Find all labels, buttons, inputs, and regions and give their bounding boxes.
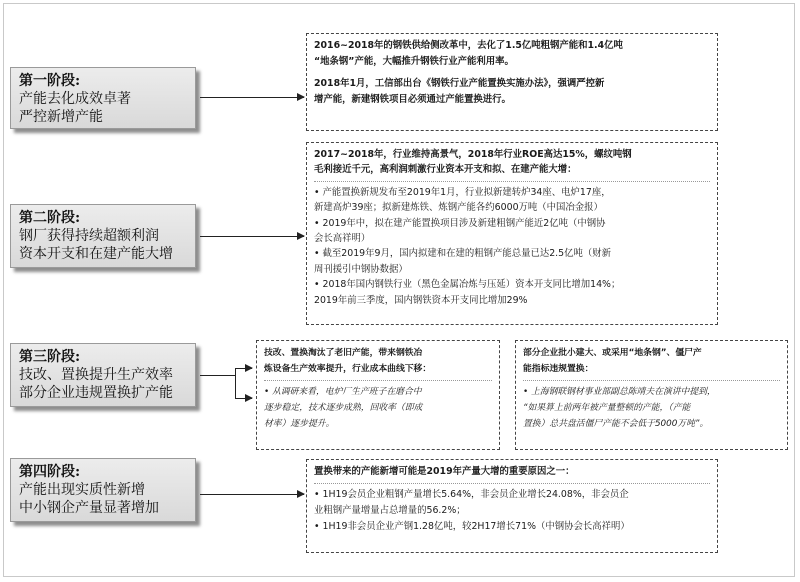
stage-1-box <box>10 67 196 129</box>
box4-separator <box>523 380 780 381</box>
box2-item-3-line-2: 周刊援引中钢协数据） <box>314 263 408 275</box>
stage-3-violation-box <box>515 340 788 450</box>
box4-head-line-2: 能指标违规置换： <box>523 364 594 374</box>
stage-3-line-1: 技改、置换提升生产效率 <box>19 367 173 383</box>
box1-p1-line-2: “地条钢”产能，大幅推升钢铁行业产能利用率。 <box>314 56 514 67</box>
stage-3-efficiency-box <box>256 340 500 450</box>
stage-1-line-2: 严控新增产能 <box>19 109 103 125</box>
box2-item-2-line-1: • 2019年中，拟在建产能置换项目涉及新建粗钢产能近2亿吨（中钢协 <box>314 217 606 229</box>
stage-1-detail-box <box>306 33 718 131</box>
stage-1-line-1: 产能去化成效卓著 <box>19 91 131 107</box>
stage-2-line-2: 资本开支和在建产能大增 <box>19 246 173 262</box>
box2-item-4-line-2: 2019年前三季度，国内钢铁资本开支同比增加29% <box>314 294 528 306</box>
box2-item-2-line-2: 会长高祥明） <box>314 233 371 245</box>
arrow-stage-3-upper <box>235 368 252 369</box>
box3-note-line-2: 逐步稳定，技术逐步成熟，回收率（即成 <box>264 403 423 413</box>
box3-note-line-1: • 从调研来看，电炉厂生产班子在磨合中 <box>264 387 422 397</box>
box5-item-1-line-2: 业粗钢产量增量占总增量的56.2%； <box>314 505 466 516</box>
arrow-stage-3-lower <box>235 398 252 399</box>
stage-4-title: 第四阶段: <box>19 464 81 480</box>
arrow-stage-3-branch <box>235 368 236 398</box>
box2-item-1-line-1: • 产能置换新规发布至2019年1月，行业拟新建转炉34座、电炉17座， <box>314 186 611 198</box>
stage-2-detail-box <box>306 142 718 325</box>
box2-separator <box>314 181 710 182</box>
arrow-stage-4 <box>200 494 304 495</box>
stage-3-title: 第三阶段: <box>19 349 81 365</box>
box2-item-4-line-1: • 2018年国内钢铁行业（黑色金属冶炼与压延）资本开支同比增加14%； <box>314 279 621 291</box>
stage-4-line-1: 产能出现实质性新增 <box>19 482 145 498</box>
box4-note-line-3: 置换）总共盘活僵尸产能不会低于5000万吨”。 <box>523 419 709 429</box>
stage-3-line-2: 部分企业违规置换扩产能 <box>19 385 173 401</box>
box3-note-line-3: 材率）逐步提升。 <box>264 419 335 429</box>
box2-item-1-line-2: 新建高炉39座；拟新建炼铁、炼钢产能各约6000万吨（中国冶金报） <box>314 202 603 214</box>
stage-2-title: 第二阶段: <box>19 210 81 226</box>
arrow-stage-1 <box>200 97 304 98</box>
arrow-stage-3-stem <box>200 375 235 376</box>
box1-p2-line-1: 2018年1月，工信部出台《钢铁行业产能置换实施办法》，强调严控新 <box>314 78 605 89</box>
box3-separator <box>264 380 492 381</box>
box4-note-line-1: • 上海钢联钢材事业部副总陈靖夫在演讲中提到， <box>523 387 716 397</box>
box5-item-2-line-1: • 1H19非会员企业产钢1.28亿吨，较2H17增长71%（中钢协会长高祥明） <box>314 521 630 532</box>
stage-3-box <box>10 343 196 407</box>
stage-4-box <box>10 458 196 522</box>
box3-head-line-2: 炼设备生产效率提升，行业成本曲线下移： <box>264 364 432 374</box>
box5-separator <box>314 483 710 484</box>
box1-p2-line-2: 增产能，新建钢铁项目必须通过产能置换进行。 <box>314 94 511 105</box>
box2-head-line-1: 2017~2018年，行业维持高景气，2018年行业ROE高达15%，螺纹吨钢 <box>314 149 632 160</box>
box4-note-line-2: “如果算上前两年被产量整顿的产能，（产能 <box>523 403 691 413</box>
box5-item-1-line-1: • 1H19会员企业粗钢产量增长5.64%，非会员企业增长24.08%，非会员企 <box>314 489 629 500</box>
box3-head-line-1: 技改、置换淘汰了老旧产能，带来钢铁冶 <box>264 348 423 358</box>
stage-1-title: 第一阶段: <box>19 73 81 89</box>
box5-head: 置换带来的产能新增可能是2019年产量大增的重要原因之一： <box>314 466 575 477</box>
box4-head-line-1: 部分企业批小建大、或采用“地条钢”、僵尸产 <box>523 348 702 358</box>
arrow-stage-2 <box>200 236 304 237</box>
stage-2-line-1: 钢厂获得持续超额利润 <box>19 228 159 244</box>
stage-2-box <box>10 204 196 268</box>
stage-4-detail-box <box>306 459 718 553</box>
box2-item-3-line-1: • 截至2019年9月，国内拟建和在建的粗钢产能总量已达2.5亿吨（财新 <box>314 248 611 260</box>
stage-4-line-2: 中小钢企产量显著增加 <box>19 500 159 516</box>
box2-head-line-2: 毛利接近千元，高利润刺激行业资本开支和拟、在建产能大增： <box>314 164 577 176</box>
box1-p1-line-1: 2016~2018年的钢铁供给侧改革中，去化了1.5亿吨粗钢产能和1.4亿吨 <box>314 40 623 51</box>
